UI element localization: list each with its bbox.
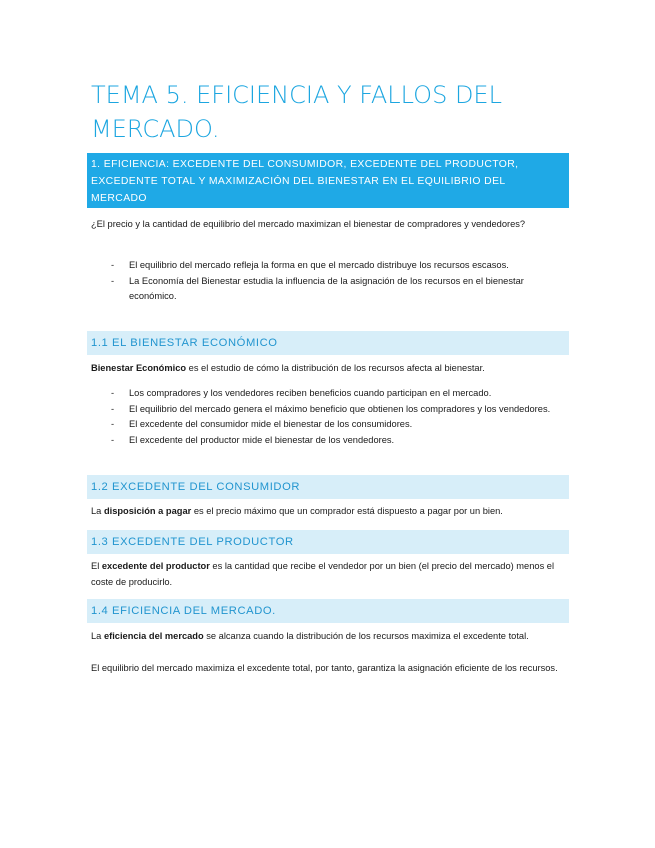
- list-item: - El excedente del consumidor mide el bienestar de los consumidores.: [91, 417, 571, 433]
- section-1-4-heading: 1.4 EFICIENCIA DEL MERCADO.: [87, 599, 569, 623]
- section-1-2-definition: La disposición a pagar es el precio máximo que un comprador está dispuesto a pagar por un bien.: [91, 506, 503, 516]
- section-1-bullet-list: [91, 258, 571, 305]
- bullet-marker: -: [111, 260, 115, 270]
- page-title: TEMA 5. EFICIENCIA Y FALLOS DEL MERCADO.: [91, 81, 502, 143]
- term: eficiencia del mercado: [103, 631, 204, 641]
- section-1-4-definition: La eficiencia del mercado se alcanza cuando la distribución de los recursos maximiza el excedente total.: [91, 631, 529, 641]
- list-item: - El equilibrio del mercado refleja la forma en que el mercado distribuye los recursos escasos.: [91, 258, 571, 274]
- list-item: - La Economía del Bienestar estudia la influencia de la asignación de los recursos en el bienestar económico.: [111, 275, 524, 301]
- list-item: - Los compradores y los vendedores reciben beneficios cuando participan en el mercado.: [91, 386, 571, 402]
- term: excedente del productor: [101, 561, 210, 571]
- bullet-marker: -: [111, 388, 115, 398]
- term: disposición a pagar: [103, 506, 192, 516]
- section-1-question: ¿El precio y la cantidad de equilibrio del mercado maximizan el bienestar de compradores y vendedores?: [91, 219, 526, 229]
- bullet-marker: -: [111, 419, 115, 429]
- term: Bienestar Económico: [91, 363, 187, 373]
- section-1-heading: 1. EFICIENCIA: EXCEDENTE DEL CONSUMIDOR, EXCEDENTE DEL PRODUCTOR, EXCEDENTE TOTAL Y MAXIMIZACIÓN DEL BIENESTAR EN EL EQUILIBRIO DEL MERCADO: [87, 153, 569, 208]
- section-1-3-definition: El excedente del productor es la cantidad que recibe el vendedor por un bien (el precio del mercado) menos el coste de producirlo.: [91, 561, 555, 587]
- section-1-2-heading: 1.2 EXCEDENTE DEL CONSUMIDOR: [87, 475, 569, 499]
- bullet-marker: -: [111, 434, 115, 445]
- list-item: - El excedente del productor mide el bienestar de los vendedores.: [91, 433, 571, 449]
- section-1-1-definition: Bienestar Económico es el estudio de cómo la distribución de los recursos afecta al bienestar.: [91, 363, 485, 373]
- section-1-3-heading: 1.3 EXCEDENTE DEL PRODUCTOR: [87, 530, 569, 554]
- bullet-marker: -: [111, 403, 115, 414]
- section-1-1-heading: 1.1 EL BIENESTAR ECONÓMICO: [87, 331, 569, 355]
- bullet-marker: -: [111, 275, 115, 286]
- section-1-4-extra-paragraph: El equilibrio del mercado maximiza el excedente total, por tanto, garantiza la asignación eficiente de los recursos.: [91, 663, 558, 673]
- section-1-1-bullet-list: [91, 386, 571, 448]
- list-item: - El equilibrio del mercado genera el máximo beneficio que obtienen los compradores y los vendedores.: [91, 402, 571, 418]
